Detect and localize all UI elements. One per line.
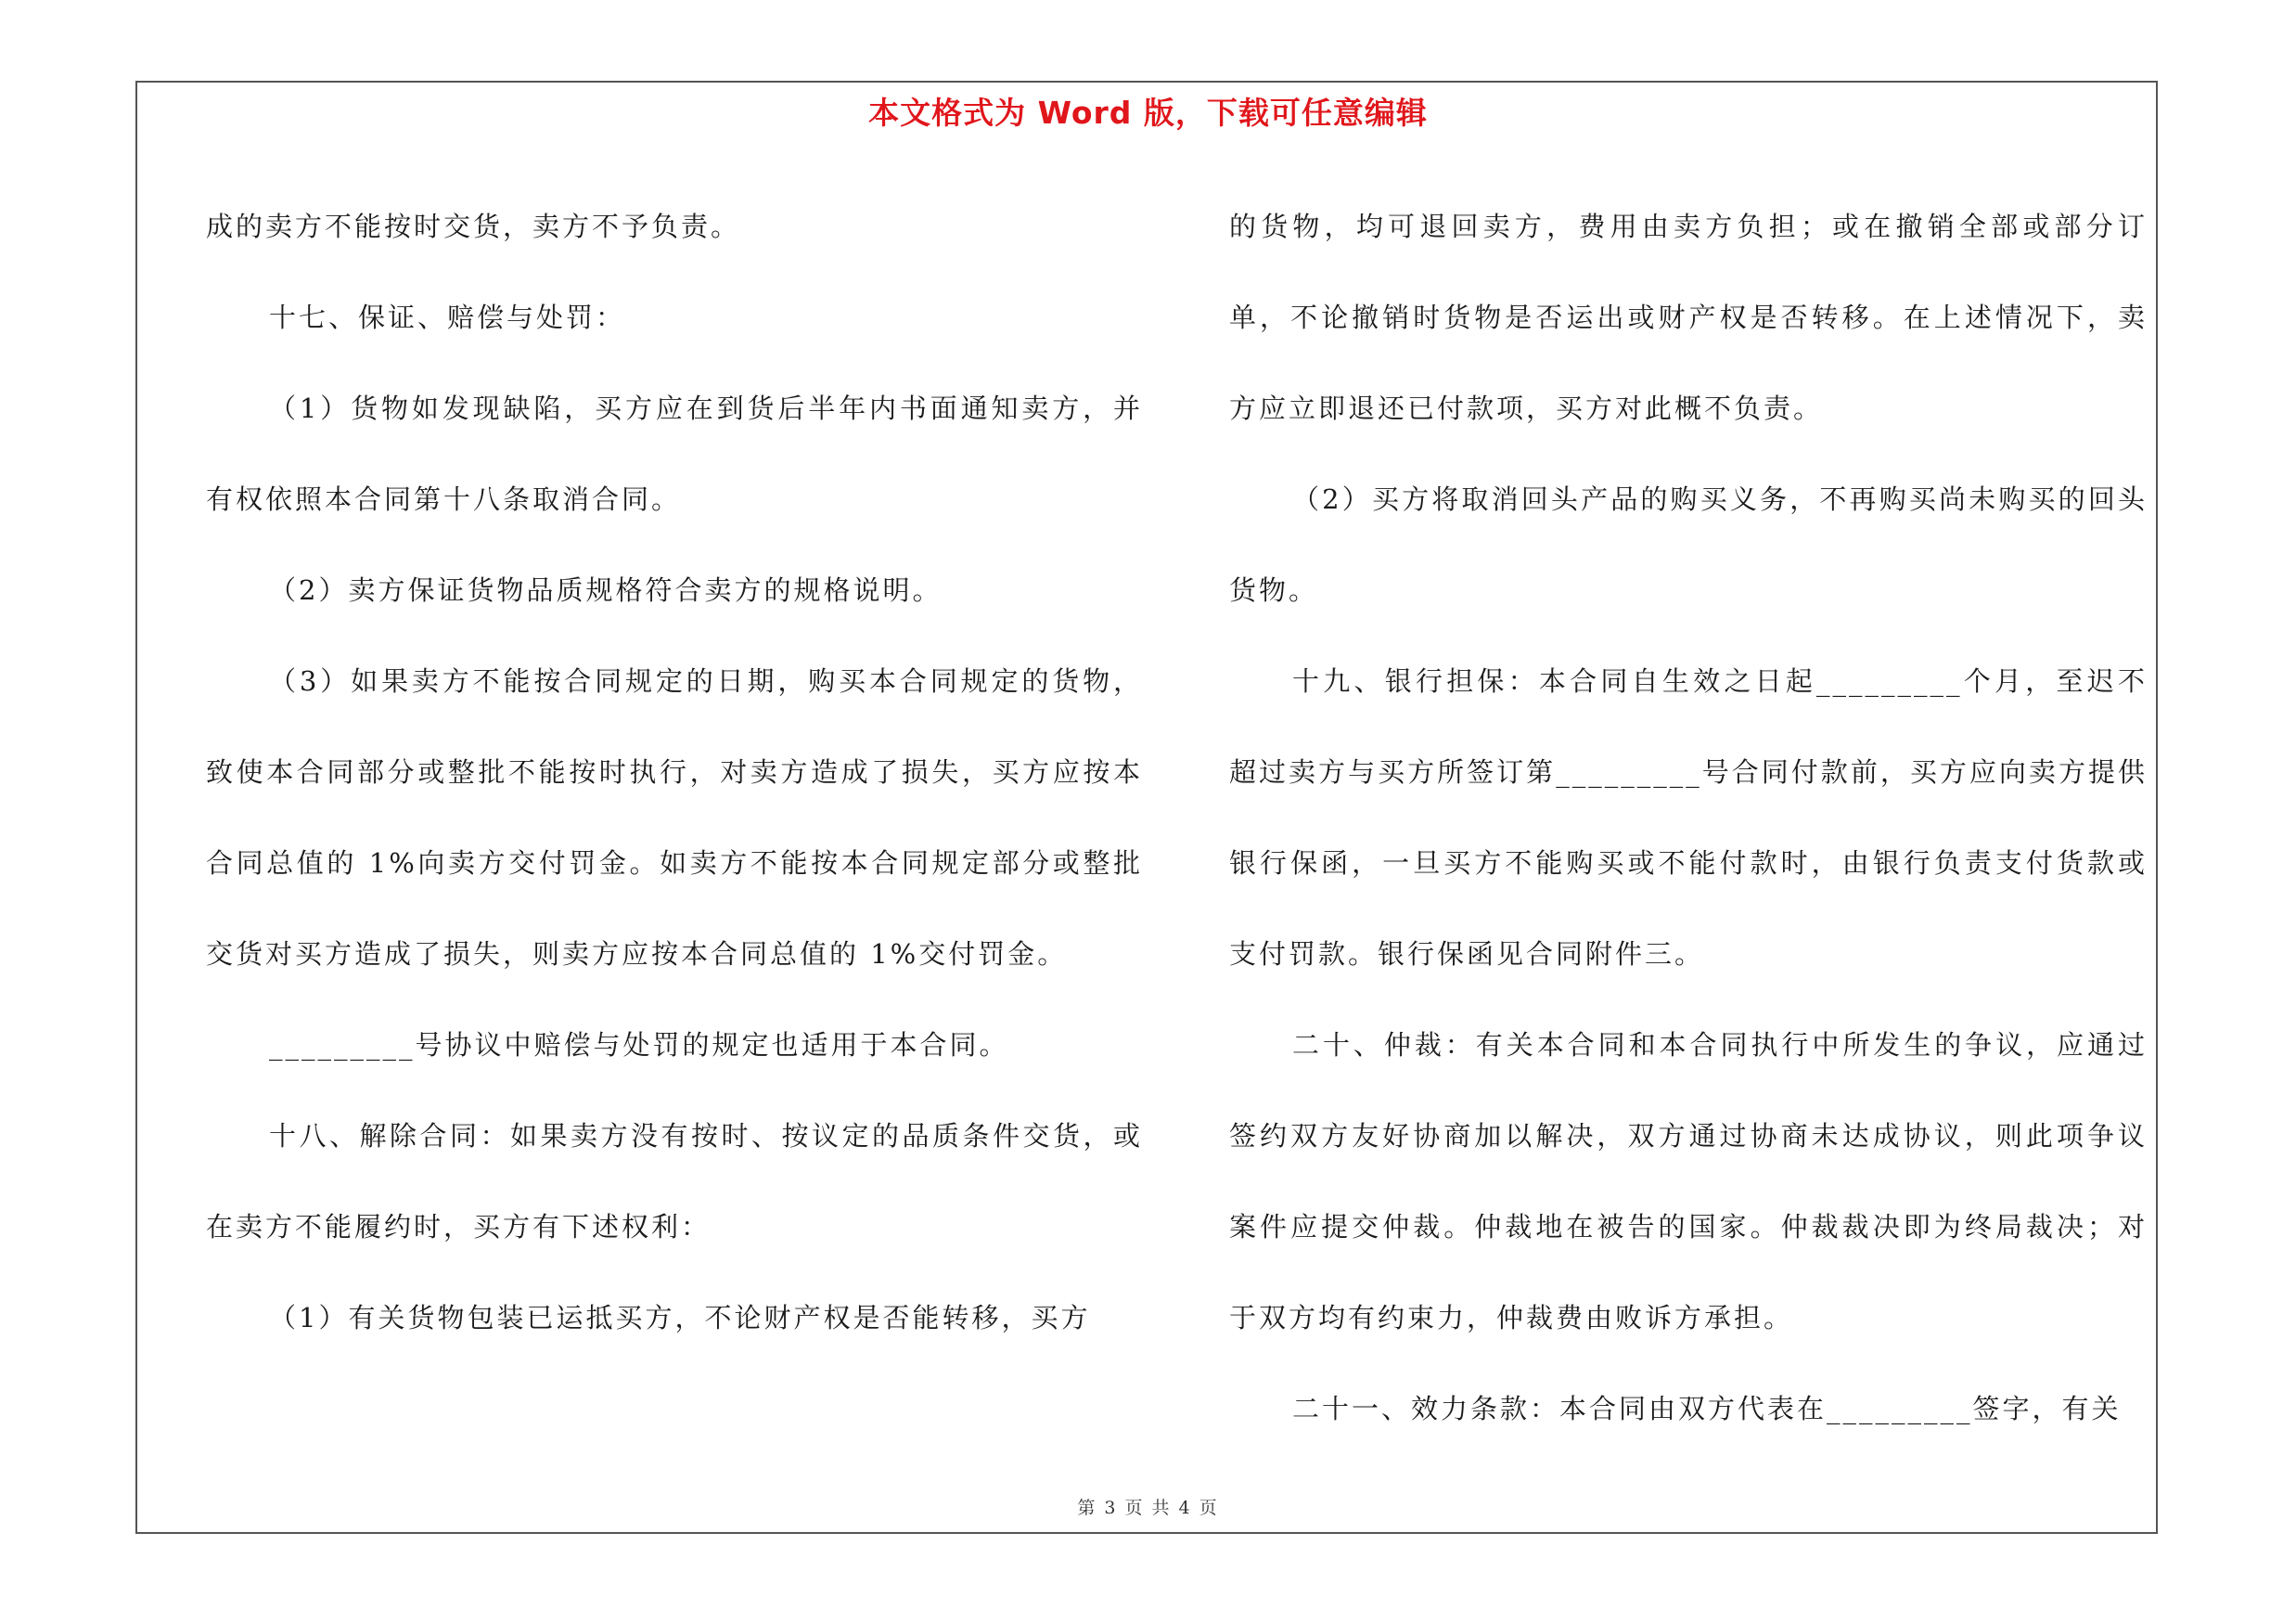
section-heading-21: 二十一、效力条款：本合同由双方代表在_________签字，有关	[1292, 1393, 2122, 1424]
section-heading-18: 十八、解除合同：如果卖方没有按时、按议定的品质条件交货，或在卖方不能履约时，买方有下述权利：	[206, 1120, 1143, 1243]
paragraph: _________号协议中赔偿与处罚的规定也适用于本合同。	[269, 1029, 1009, 1061]
section-heading-20: 二十、仲裁：有关本合同和本合同执行中所发生的争议，应通过签约双方友好协商加以解决，双方通过协商未达成协议，则此项争议案件应提交仲裁。仲裁地在被告的国家。仲裁裁决即为终局裁决；对于双方均有约束力，仲裁费由败诉方承担。	[1229, 1029, 2148, 1333]
paragraph: （3）如果卖方不能按合同规定的日期，购买本合同规定的货物，致使本合同部分或整批不能按时执行，对卖方造成了损失，买方应按本合同总值的 1%向卖方交付罚金。如卖方不能按本合同规定部分或整批交货对买方造成了损失，则卖方应按本合同总值的 1%交付罚金。	[206, 665, 1143, 970]
section-heading-17: 十七、保证、赔偿与处罚：	[269, 302, 626, 333]
paragraph: 的货物，均可退回卖方，费用由卖方负担；或在撤销全部或部分订单，不论撤销时货物是否运出或财产权是否转移。在上述情况下，卖方应立即退还已付款项，买方对此概不负责。	[1229, 211, 2148, 424]
paragraph: （1）货物如发现缺陷，买方应在到货后半年内书面通知卖方，并有权依照本合同第十八条取消合同。	[206, 393, 1143, 515]
paragraph: （2）买方将取消回头产品的购买义务，不再购买尚未购买的回头货物。	[1229, 483, 2148, 606]
section-heading-19: 十九、银行担保：本合同自生效之日起_________个月，至迟不超过卖方与买方所签订第_________号合同付款前，买方应向卖方提供银行保函，一旦买方不能购买或不能付款时，由银行负责支付货款或支付罚款。银行保函见合同附件三。	[1229, 665, 2148, 970]
left-text-column	[206, 181, 1143, 1363]
word-format-banner: 本文格式为 Word 版，下载可任意编辑	[868, 95, 1428, 131]
page-number-footer: 第 3 页 共 4 页	[1077, 1498, 1219, 1518]
paragraph: （2）卖方保证货物品质规格符合卖方的规格说明。	[269, 574, 943, 606]
paragraph: 成的卖方不能按时交货，卖方不予负责。	[206, 211, 741, 242]
right-text-column	[1229, 181, 2148, 1454]
paragraph: （1）有关货物包装已运抵买方，不论财产权是否能转移，买方	[269, 1302, 1091, 1333]
